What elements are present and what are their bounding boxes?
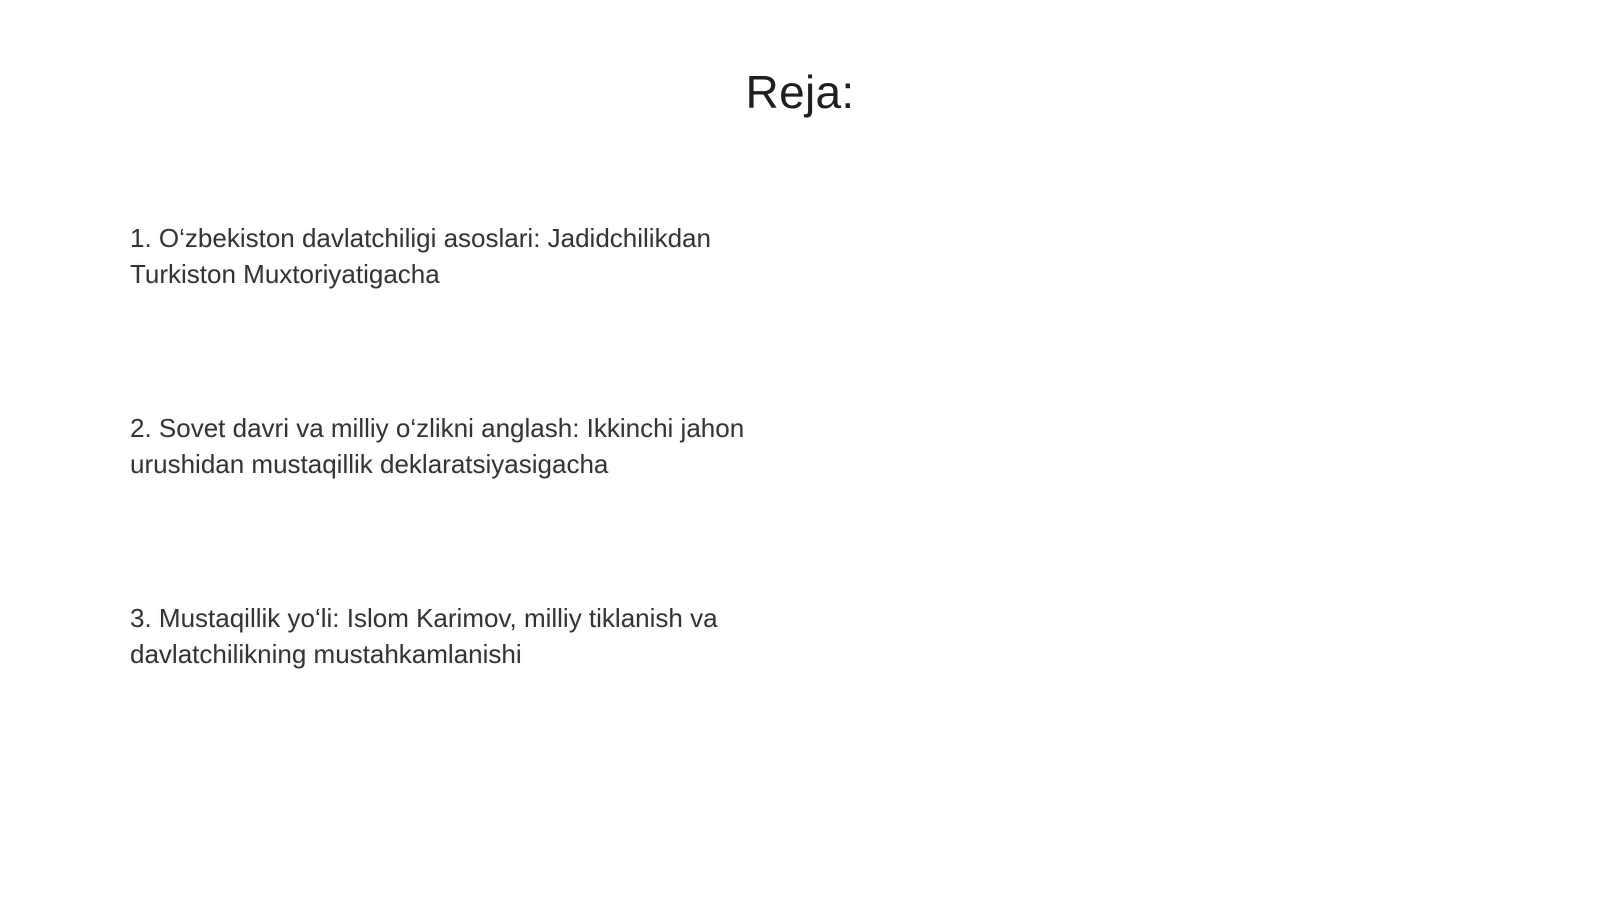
plan-item-2: 2. Sovet davri va milliy o‘zlikni anglash: Ikkinchi jahon urushidan mustaqillik deklaratsiyasigacha: [130, 413, 745, 479]
plan-item-3: 3. Mustaqillik yo‘li: Islom Karimov, milliy tiklanish va davlatchilikning mustahkamlanishi: [130, 603, 718, 669]
plan-list: [130, 220, 810, 672]
plan-item-1: 1. O‘zbekiston davlatchiligi asoslari: Jadidchilikdan Turkiston Muxtoriyatigacha: [130, 223, 711, 289]
slide-title: Reja:: [745, 66, 855, 118]
